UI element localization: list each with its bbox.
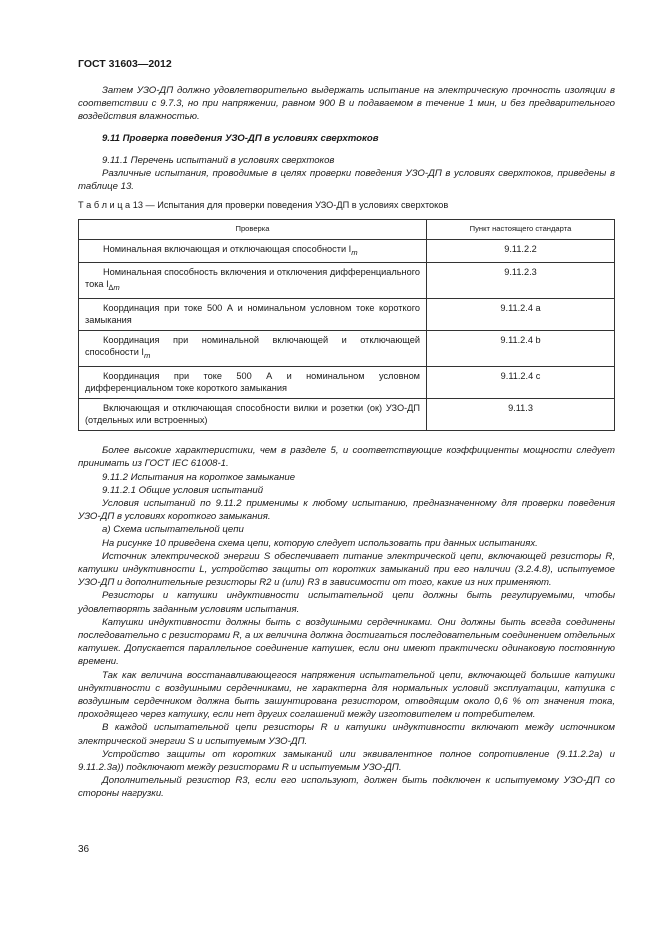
table-cell-subscript: ∆m	[108, 283, 120, 293]
clause-heading: 9.11.2.1 Общие условия испытаний	[102, 484, 264, 496]
table-cell-clause: 9.11.2.4 b	[427, 331, 615, 367]
table-header-check: Проверка	[79, 219, 427, 239]
list-item-heading: а) Схема испытательной цепи	[102, 524, 244, 536]
table-row	[79, 239, 615, 263]
table-caption: Т а б л и ц а 13 — Испытания для проверки поведения УЗО-ДП в условиях сверхтоков	[78, 200, 449, 211]
body-paragraph: Дополнительный резистор R3, если его используют, должен быть подключен к испытуемому УЗО-ДП со стороны нагрузки.	[78, 775, 615, 800]
standard-header: ГОСТ 31603—2012	[78, 58, 172, 70]
document-page	[78, 58, 615, 801]
table-cell-check: Включающая и отключающая способности вилки и розетки (ок) УЗО-ДП (отдельных или встроенных)	[85, 403, 420, 426]
table-row	[79, 331, 615, 367]
table-cell-clause: 9.11.2.2	[427, 239, 615, 263]
table-cell-clause: 9.11.3	[427, 399, 615, 431]
table-header-clause: Пункт настоящего стандарта	[427, 219, 615, 239]
body-paragraph: Резисторы и катушки индуктивности испытательной цепи должны быть регулируемыми, чтобы удовлетворять заданным условиям испытания.	[78, 590, 615, 615]
table-cell-subscript: m	[143, 351, 151, 361]
body-paragraph: Условия испытаний по 9.11.2 применимы к любому испытанию, предназначенному для проверки поведения УЗО-ДП в условиях короткого замыкания.	[78, 497, 615, 523]
clause-heading: 9.11.2 Испытания на короткое замыкание	[102, 471, 296, 483]
table-cell-subscript: m	[351, 247, 358, 257]
body-paragraph: Так как величина восстанавливающегося напряжения испытательной цепи, включающей большие катушки индуктивности с воздушными сердечниками, не характерна для нормальных условий эксплуатации, катушка с воздушным сердечником должна быть зашунтирована резистором, отводящим около 0,6 % от значения тока, проходящего через катушку, если нет других соглашений между изготовителем и потребителем.	[78, 669, 615, 721]
subsection-text: Различные испытания, проводимые в целях проверки поведения УЗО-ДП в условиях сверхтоков, приведены в таблице 13.	[78, 168, 615, 193]
table-cell-check: Номинальная включающая и отключающая способности I	[103, 243, 352, 254]
body-paragraph: На рисунке 10 приведена схема цепи, которую следует использовать при данных испытаниях.	[102, 537, 538, 549]
table-cell-check: Координация при токе 500 А и номинальном условном дифференциальном токе короткого замыкания	[85, 371, 420, 394]
subsection-heading: 9.11.1 Перечень испытаний в условиях сверхтоков	[102, 154, 335, 166]
body-paragraph: В каждой испытательной цепи резисторы R и катушки индуктивности включают между источником электрической энергии S и испытуемым УЗО-ДП.	[78, 722, 615, 747]
table-cell-check: Координация при номинальной включающей и отключающей способности I	[85, 335, 420, 358]
table-cell-check: Номинальная способность включения и отключения дифференциального тока I	[85, 267, 420, 290]
table-row	[79, 399, 615, 431]
table-cell-clause: 9.11.2.4 a	[427, 299, 615, 331]
body-paragraph: Более высокие характеристики, чем в разделе 5, и соответствующие коэффициенты мощности следует принимать из ГОСТ IEC 61008-1.	[78, 445, 615, 470]
table-header-row	[79, 219, 615, 239]
page-number: 36	[78, 844, 90, 855]
table-row	[79, 367, 615, 399]
table-cell-clause: 9.11.2.3	[427, 263, 615, 299]
table-row	[79, 263, 615, 299]
section-heading: 9.11 Проверка поведения УЗО-ДП в условиях сверхтоков	[102, 132, 379, 144]
body-paragraph: Источник электрической энергии S обеспечивает питание электрической цепи, включающей резисторы R, катушки индуктивности L, устройство защиты от коротких замыканий при его наличии (3.2.4.8), испытуемое УЗО-ДП и дополнительные резисторы R2 и (или) R3 в зависимости от того, какие из них применяют.	[78, 550, 615, 589]
body-paragraph: Устройство защиты от коротких замыканий или эквивалентное полное сопротивление (9.11.2.2а) и 9.11.2.3а)) подключают между резисторами R и испытуемым УЗО-ДП.	[78, 748, 615, 773]
table-row	[79, 299, 615, 331]
table-cell-check: Координация при токе 500 А и номинальном условном токе короткого замыкания	[85, 303, 420, 326]
intro-paragraph: Затем УЗО-ДП должно удовлетворительно выдержать испытание на электрическую прочность изоляции в соответствии с 9.7.3, но при напряжении, равном 900 В и подаваемом в течение 1 мин, и без предварительного воздействия влажностью.	[78, 85, 615, 123]
table-cell-clause: 9.11.2.4 c	[427, 367, 615, 399]
tests-table	[78, 219, 615, 431]
body-paragraph: Катушки индуктивности должны быть с воздушными сердечниками. Они должны быть всегда соединены последовательно с резисторами R, а их величина должна достигаться последовательным соединением отдельных катушек. Допускается параллельное соединение катушек, если они имеют практически одинаковую постоянную времени.	[78, 616, 615, 668]
